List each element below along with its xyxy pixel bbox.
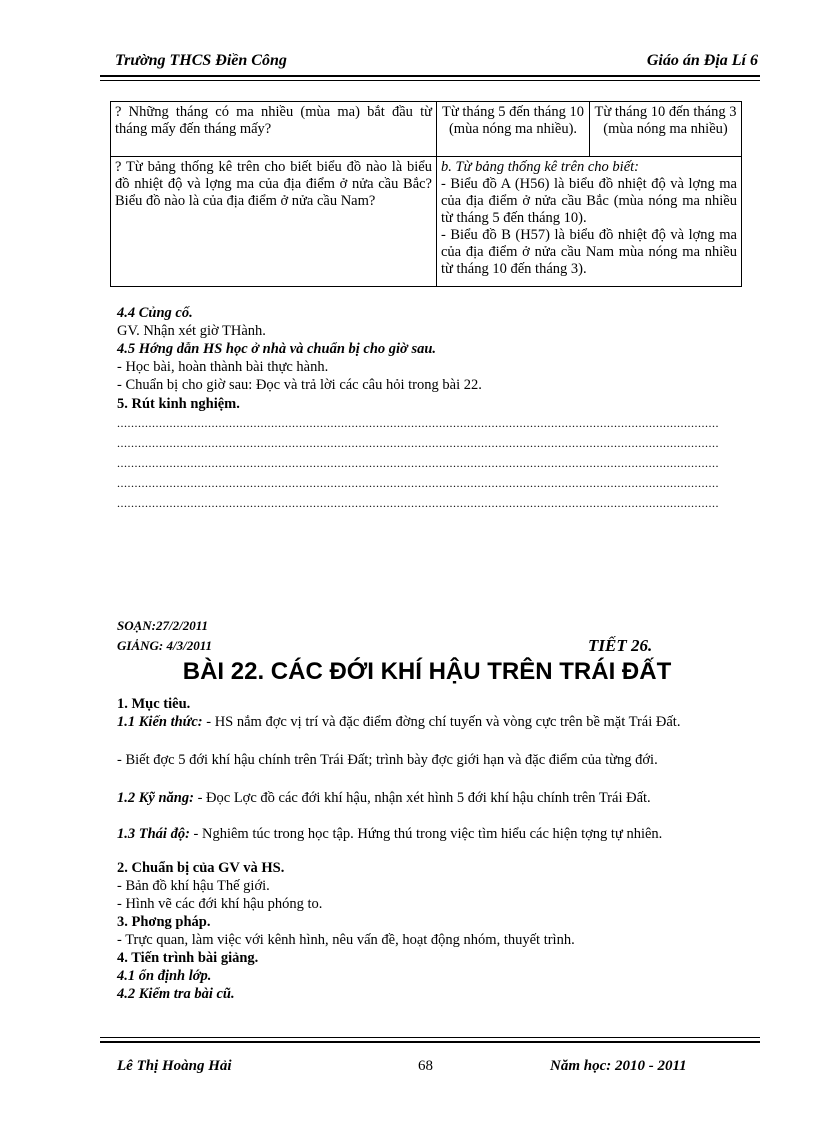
method-heading: 3. Phơng pháp. bbox=[117, 914, 211, 930]
dotted-line-5: ............................................................................................................................................................................ bbox=[117, 496, 719, 510]
header-subject: Giáo án Địa Lí 6 bbox=[646, 52, 758, 69]
header-rule-thin bbox=[100, 80, 760, 81]
skill-text: - Đọc Lợc đồ các đới khí hậu, nhận xét hình 5 đới khí hậu chính trên Trái Đất. bbox=[193, 790, 651, 806]
answer-chart-a: - Biểu đồ A (H56) là biểu đồ nhiệt độ và lợng ma của địa điểm ở nửa cầu Bắc (mùa nóng ma nhiều từ tháng 5 đến tháng 10). bbox=[441, 176, 737, 226]
lesson-title: BÀI 22. CÁC ĐỚI KHÍ HẬU TRÊN TRÁI ĐẤT bbox=[182, 658, 672, 685]
process-sub-1: 4.1 ổn định lớp. bbox=[117, 968, 212, 984]
attitude-para bbox=[117, 826, 737, 843]
table-row bbox=[111, 157, 742, 287]
experience-heading: 5. Rút kinh nghiệm. bbox=[117, 396, 240, 412]
homework-line-2: - Chuẩn bị cho giờ sau: Đọc và trả lời các câu hỏi trong bài 22. bbox=[117, 377, 482, 393]
process-heading: 4. Tiến trình bài giảng. bbox=[117, 950, 259, 966]
table-question-1: ? Những tháng có ma nhiều (mùa ma) bắt đầu từ tháng mấy đến tháng mấy? bbox=[111, 102, 437, 157]
table-answer-south: Từ tháng 10 đến tháng 3 (mùa nóng ma nhiều) bbox=[590, 102, 742, 157]
method-line-1: - Trực quan, làm việc với kênh hình, nêu vấn đề, hoạt động nhóm, thuyết trình. bbox=[117, 932, 575, 948]
footer-school-year: Năm học: 2010 - 2011 bbox=[550, 1058, 687, 1074]
prep-heading: 2. Chuẩn bị của GV và HS. bbox=[117, 860, 285, 876]
skill-para bbox=[117, 790, 737, 807]
lesson-number: TIẾT 26. bbox=[588, 636, 653, 655]
knowledge-text: - HS nắm đợc vị trí và đặc điểm đờng chí tuyến và vòng cực trên bề mặt Trái Đất. bbox=[202, 714, 681, 730]
footer-rule-thin bbox=[100, 1037, 760, 1038]
footer-page-number: 68 bbox=[418, 1058, 433, 1074]
answer-chart-b: - Biểu đồ B (H57) là biểu đồ nhiệt độ và lợng ma của địa điểm ở nửa cầu Nam mùa nóng ma nhiều từ tháng 10 đến tháng 3). bbox=[441, 227, 737, 277]
review-heading: 4.4 Củng cố. bbox=[117, 305, 193, 321]
dotted-line-3: ............................................................................................................................................................................ bbox=[117, 456, 719, 470]
date-soan: SOẠN:27/2/2011 bbox=[117, 618, 209, 633]
answer-intro: b. Từ bảng thống kê trên cho biết: bbox=[441, 159, 639, 175]
header-school: Trường THCS Điền Công bbox=[115, 52, 287, 69]
knowledge-label: 1.1 Kiến thức: bbox=[117, 714, 203, 730]
homework-heading: 4.5 Hớng dẫn HS học ở nhà và chuẩn bị cho giờ sau. bbox=[117, 341, 437, 357]
skill-label: 1.2 Kỹ năng: bbox=[117, 790, 194, 806]
footer-author: Lê Thị Hoàng Hải bbox=[117, 1058, 232, 1074]
attitude-text: - Nghiêm túc trong học tập. Hứng thú trong việc tìm hiểu các hiện tợng tự nhiên. bbox=[189, 826, 663, 842]
footer-rule-thick bbox=[100, 1041, 760, 1043]
prep-line-2: - Hình vẽ các đới khí hậu phóng to. bbox=[117, 896, 323, 912]
table-question-2: ? Từ bảng thống kê trên cho biết biểu đồ nào là biểu đồ nhiệt độ và lợng ma của địa điểm ở nửa cầu Bắc? Biểu đồ nào là của địa điểm ở nửa cầu Nam? bbox=[111, 157, 437, 287]
table-answer-2 bbox=[437, 157, 742, 287]
process-sub-2: 4.2 Kiểm tra bài cũ. bbox=[117, 986, 235, 1002]
objectives-heading: 1. Mục tiêu. bbox=[117, 696, 191, 712]
date-giang: GIẢNG: 4/3/2011 bbox=[117, 638, 212, 653]
dotted-line-4: ............................................................................................................................................................................ bbox=[117, 476, 719, 490]
dotted-line-2: ............................................................................................................................................................................ bbox=[117, 436, 719, 450]
table-answer-north: Từ tháng 5 đến tháng 10 (mùa nóng ma nhiều). bbox=[437, 102, 590, 157]
prep-line-1: - Bản đồ khí hậu Thế giới. bbox=[117, 878, 270, 894]
homework-line-1: - Học bài, hoàn thành bài thực hành. bbox=[117, 359, 329, 375]
knowledge-para bbox=[117, 714, 737, 731]
header-rule-thick bbox=[100, 75, 760, 77]
dotted-line-1: ............................................................................................................................................................................ bbox=[117, 416, 719, 430]
review-line: GV. Nhận xét giờ THành. bbox=[117, 323, 266, 339]
table-row bbox=[111, 102, 742, 157]
practice-table bbox=[110, 101, 742, 287]
attitude-label: 1.3 Thái độ: bbox=[117, 826, 190, 842]
knowledge-para-2: - Biết đợc 5 đới khí hậu chính trên Trái Đất; trình bày đợc giới hạn và đặc điểm của từng đới. bbox=[117, 752, 658, 768]
